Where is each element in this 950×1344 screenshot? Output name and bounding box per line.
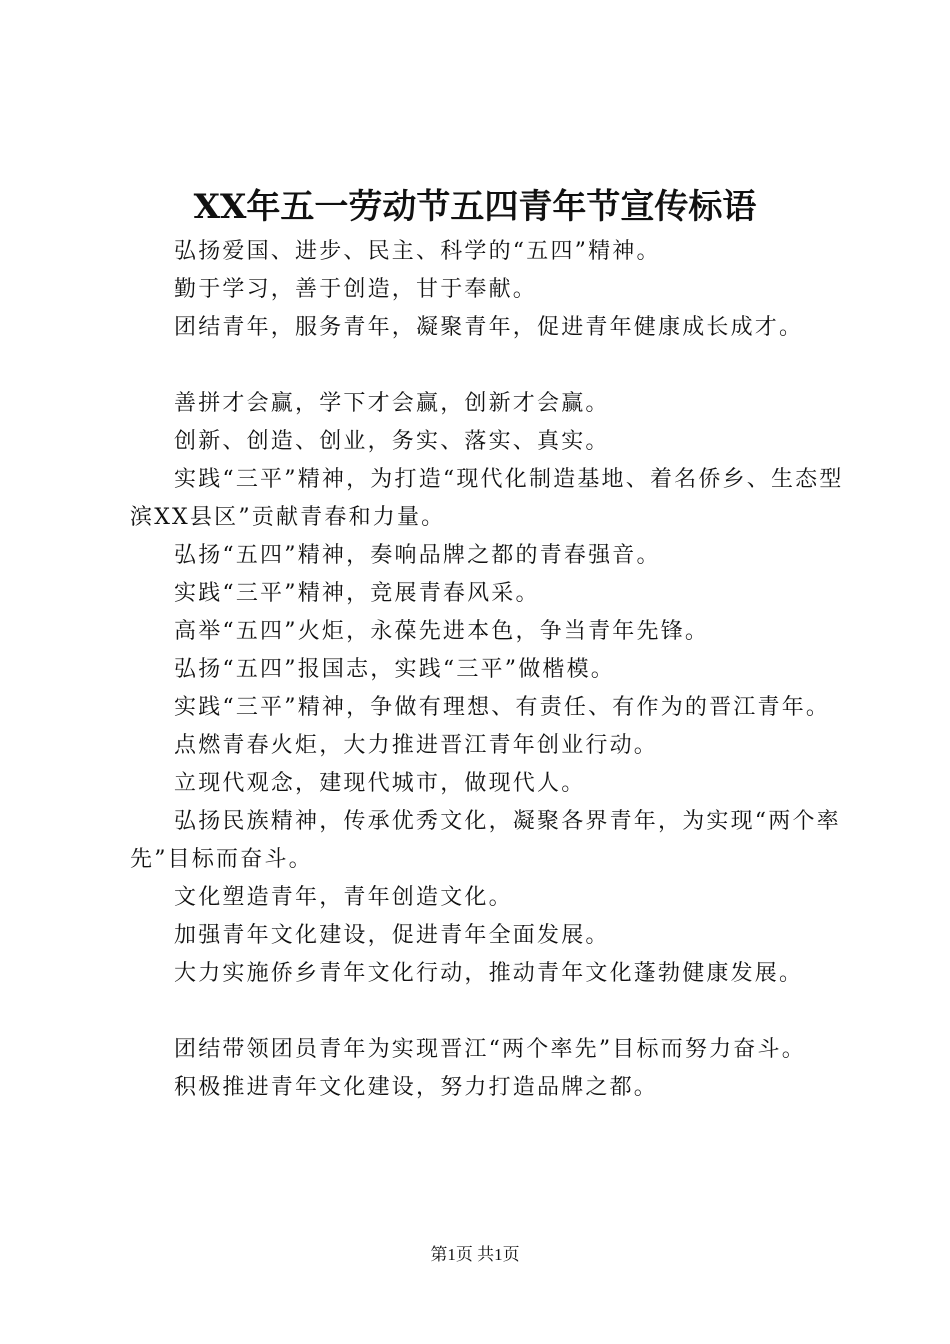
slogan-paragraph: 大力实施侨乡青年文化行动，推动青年文化蓬勃健康发展。 — [174, 961, 804, 986]
slogan-paragraph: 实践“三平”精神，争做有理想、有责任、有作为的晋江青年。 — [174, 695, 831, 720]
slogan-paragraph: 弘扬爱国、进步、民主、科学的“五四”精神。 — [174, 239, 661, 264]
page-number-footer: 第1页 共1页 — [430, 1245, 520, 1264]
slogan-paragraph: 勤于学习，善于创造，甘于奉献。 — [174, 277, 538, 302]
slogan-paragraph: 善拼才会赢，学下才会赢，创新才会赢。 — [174, 391, 610, 416]
slogan-paragraph: 积极推进青年文化建设，努力打造品牌之都。 — [174, 1075, 659, 1100]
slogan-paragraph: 实践“三平”精神，竞展青春风采。 — [174, 581, 540, 606]
slogan-paragraph: 弘扬民族精神，传承优秀文化，凝聚各界青年，为实现“两个率先”目标而奋斗。 — [130, 809, 841, 872]
slogan-paragraph: 弘扬“五四”精神，奏响品牌之都的青春强音。 — [174, 543, 661, 568]
slogan-paragraph: 文化塑造青年，青年创造文化。 — [174, 885, 513, 910]
slogan-paragraph: 立现代观念，建现代城市，做现代人。 — [174, 771, 586, 796]
slogan-paragraph: 创新、创造、创业，务实、落实、真实。 — [174, 429, 610, 454]
slogan-paragraph: 弘扬“五四”报国志，实践“三平”做楷模。 — [174, 657, 615, 682]
slogan-paragraph: 点燃青春火炬，大力推进晋江青年创业行动。 — [174, 733, 659, 758]
slogan-paragraph: 高举“五四”火炬，永葆先进本色，争当青年先锋。 — [174, 619, 710, 644]
slogan-paragraph: 实践“三平”精神，为打造“现代化制造基地、着名侨乡、生态型滨XX县区”贡献青春和力量。 — [130, 467, 844, 530]
slogan-paragraph: 加强青年文化建设，促进青年全面发展。 — [174, 923, 610, 948]
document-body — [130, 233, 850, 1107]
slogan-paragraph: 团结青年，服务青年，凝聚青年，促进青年健康成长成才。 — [174, 315, 804, 340]
document-title: XX年五一劳动节五四青年节宣传标语 — [193, 187, 757, 227]
slogan-paragraph: 团结带领团员青年为实现晋江“两个率先”目标而努力奋斗。 — [174, 1037, 806, 1062]
